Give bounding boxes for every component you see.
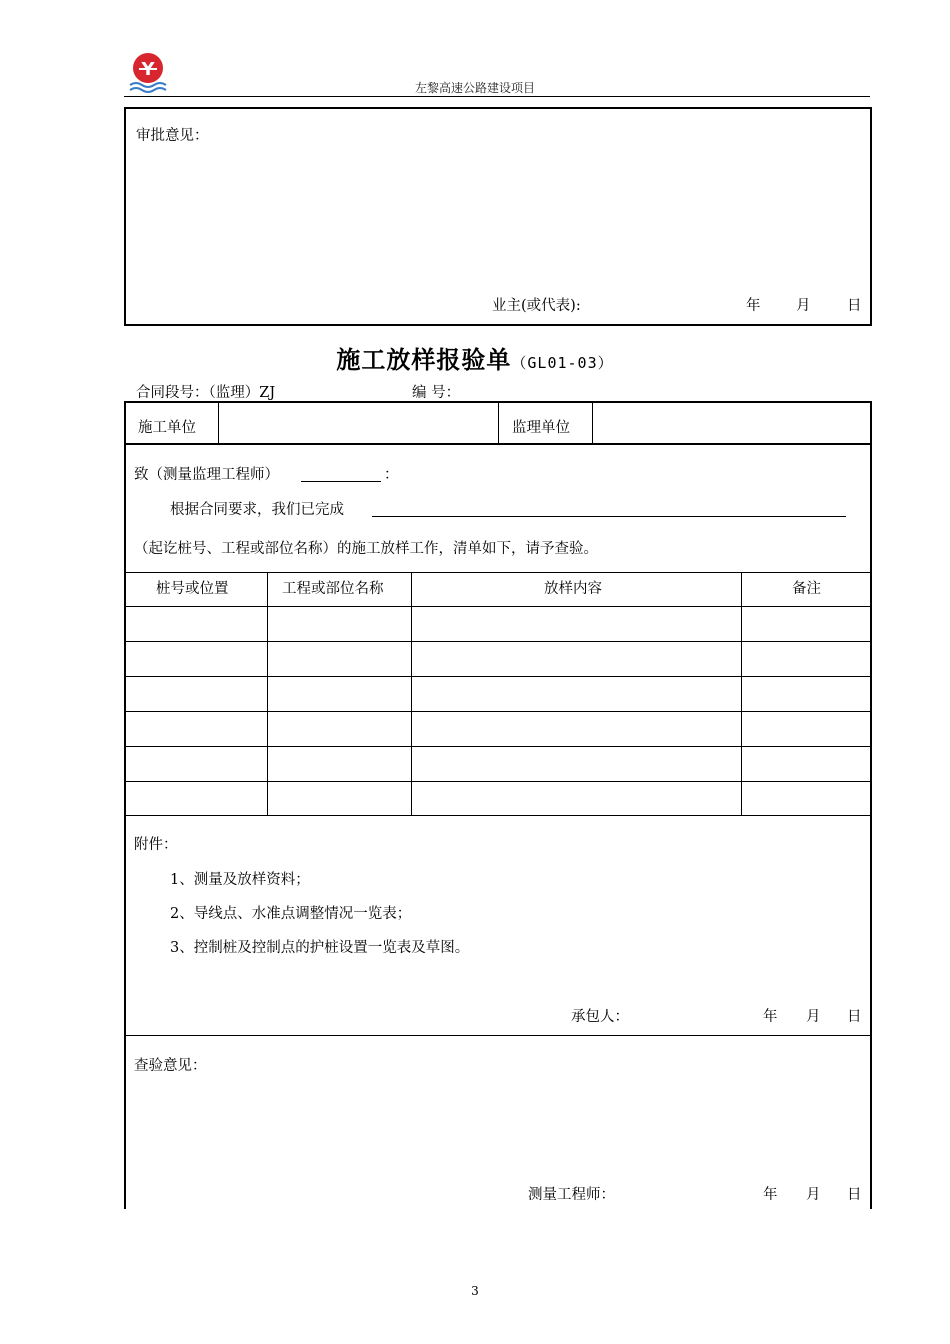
to-engineer-text: 致（测量监理工程师） — [134, 467, 279, 483]
divider — [267, 572, 268, 815]
page-number: 3 — [471, 1284, 479, 1298]
table-header-remarks: 备注 — [792, 581, 821, 597]
form-title — [0, 340, 950, 375]
scope-statement: （起讫桩号、工程或部位名称）的施工放样工作，清单如下，请予查验。 — [134, 541, 598, 557]
to-engineer-suffix: ： — [384, 467, 399, 483]
divider — [126, 572, 870, 573]
form-title-text: 施工放样报验单 — [336, 345, 512, 374]
engineer-day-label: 日 — [847, 1187, 862, 1203]
approval-day-label: 日 — [847, 298, 862, 314]
table-row — [126, 641, 870, 642]
approval-month-label: 月 — [796, 298, 811, 314]
table-row — [126, 781, 870, 782]
owner-signature-label: 业主(或代表): — [492, 298, 581, 314]
inspection-label: 查验意见： — [134, 1058, 207, 1074]
divider — [126, 443, 870, 445]
table-row — [126, 815, 870, 816]
supervision-unit-label: 监理单位 — [512, 420, 570, 436]
attachment-item: 1、测量及放样资料； — [170, 872, 310, 888]
construction-unit-label: 施工单位 — [138, 420, 196, 436]
attachments-label: 附件： — [134, 837, 178, 853]
header-divider — [124, 96, 870, 97]
table-header-station: 桩号或位置 — [156, 581, 229, 597]
table-row — [126, 606, 870, 607]
approval-section — [124, 107, 872, 326]
header-title: 左黎高速公路建设项目 — [414, 81, 535, 95]
serial-number-label: 编 号： — [412, 385, 461, 401]
table-header-content: 放样内容 — [544, 581, 602, 597]
table-row — [126, 711, 870, 712]
attachment-item: 3、控制桩及控制点的护桩设置一览表及草图。 — [170, 940, 470, 956]
divider — [741, 572, 742, 815]
engineer-year-label: 年 — [763, 1187, 778, 1203]
divider — [218, 403, 219, 443]
contractor-day-label: 日 — [847, 1009, 862, 1025]
survey-engineer-label: 测量工程师： — [528, 1187, 615, 1203]
table-row — [126, 676, 870, 677]
engineer-name-blank — [301, 481, 381, 482]
divider — [498, 403, 499, 443]
svg-text:Y: Y — [141, 59, 155, 80]
approval-label: 审批意见： — [136, 128, 209, 144]
divider — [411, 572, 412, 815]
completion-statement: 根据合同要求，我们已完成 — [170, 502, 344, 518]
divider — [126, 1035, 870, 1036]
completion-blank — [372, 516, 846, 517]
contract-section-label: 合同段号：（监理）ZJ — [136, 385, 276, 401]
table-row — [126, 746, 870, 747]
engineer-month-label: 月 — [806, 1187, 821, 1203]
contractor-month-label: 月 — [806, 1009, 821, 1025]
contractor-label: 承包人： — [571, 1009, 629, 1025]
setting-out-form — [124, 401, 872, 1209]
contractor-year-label: 年 — [763, 1009, 778, 1025]
table-header-work-name: 工程或部位名称 — [282, 581, 384, 597]
form-code: （GL01-03） — [511, 354, 614, 372]
attachment-item: 2、导线点、水准点调整情况一览表； — [170, 906, 412, 922]
divider — [592, 403, 593, 443]
approval-year-label: 年 — [746, 298, 761, 314]
